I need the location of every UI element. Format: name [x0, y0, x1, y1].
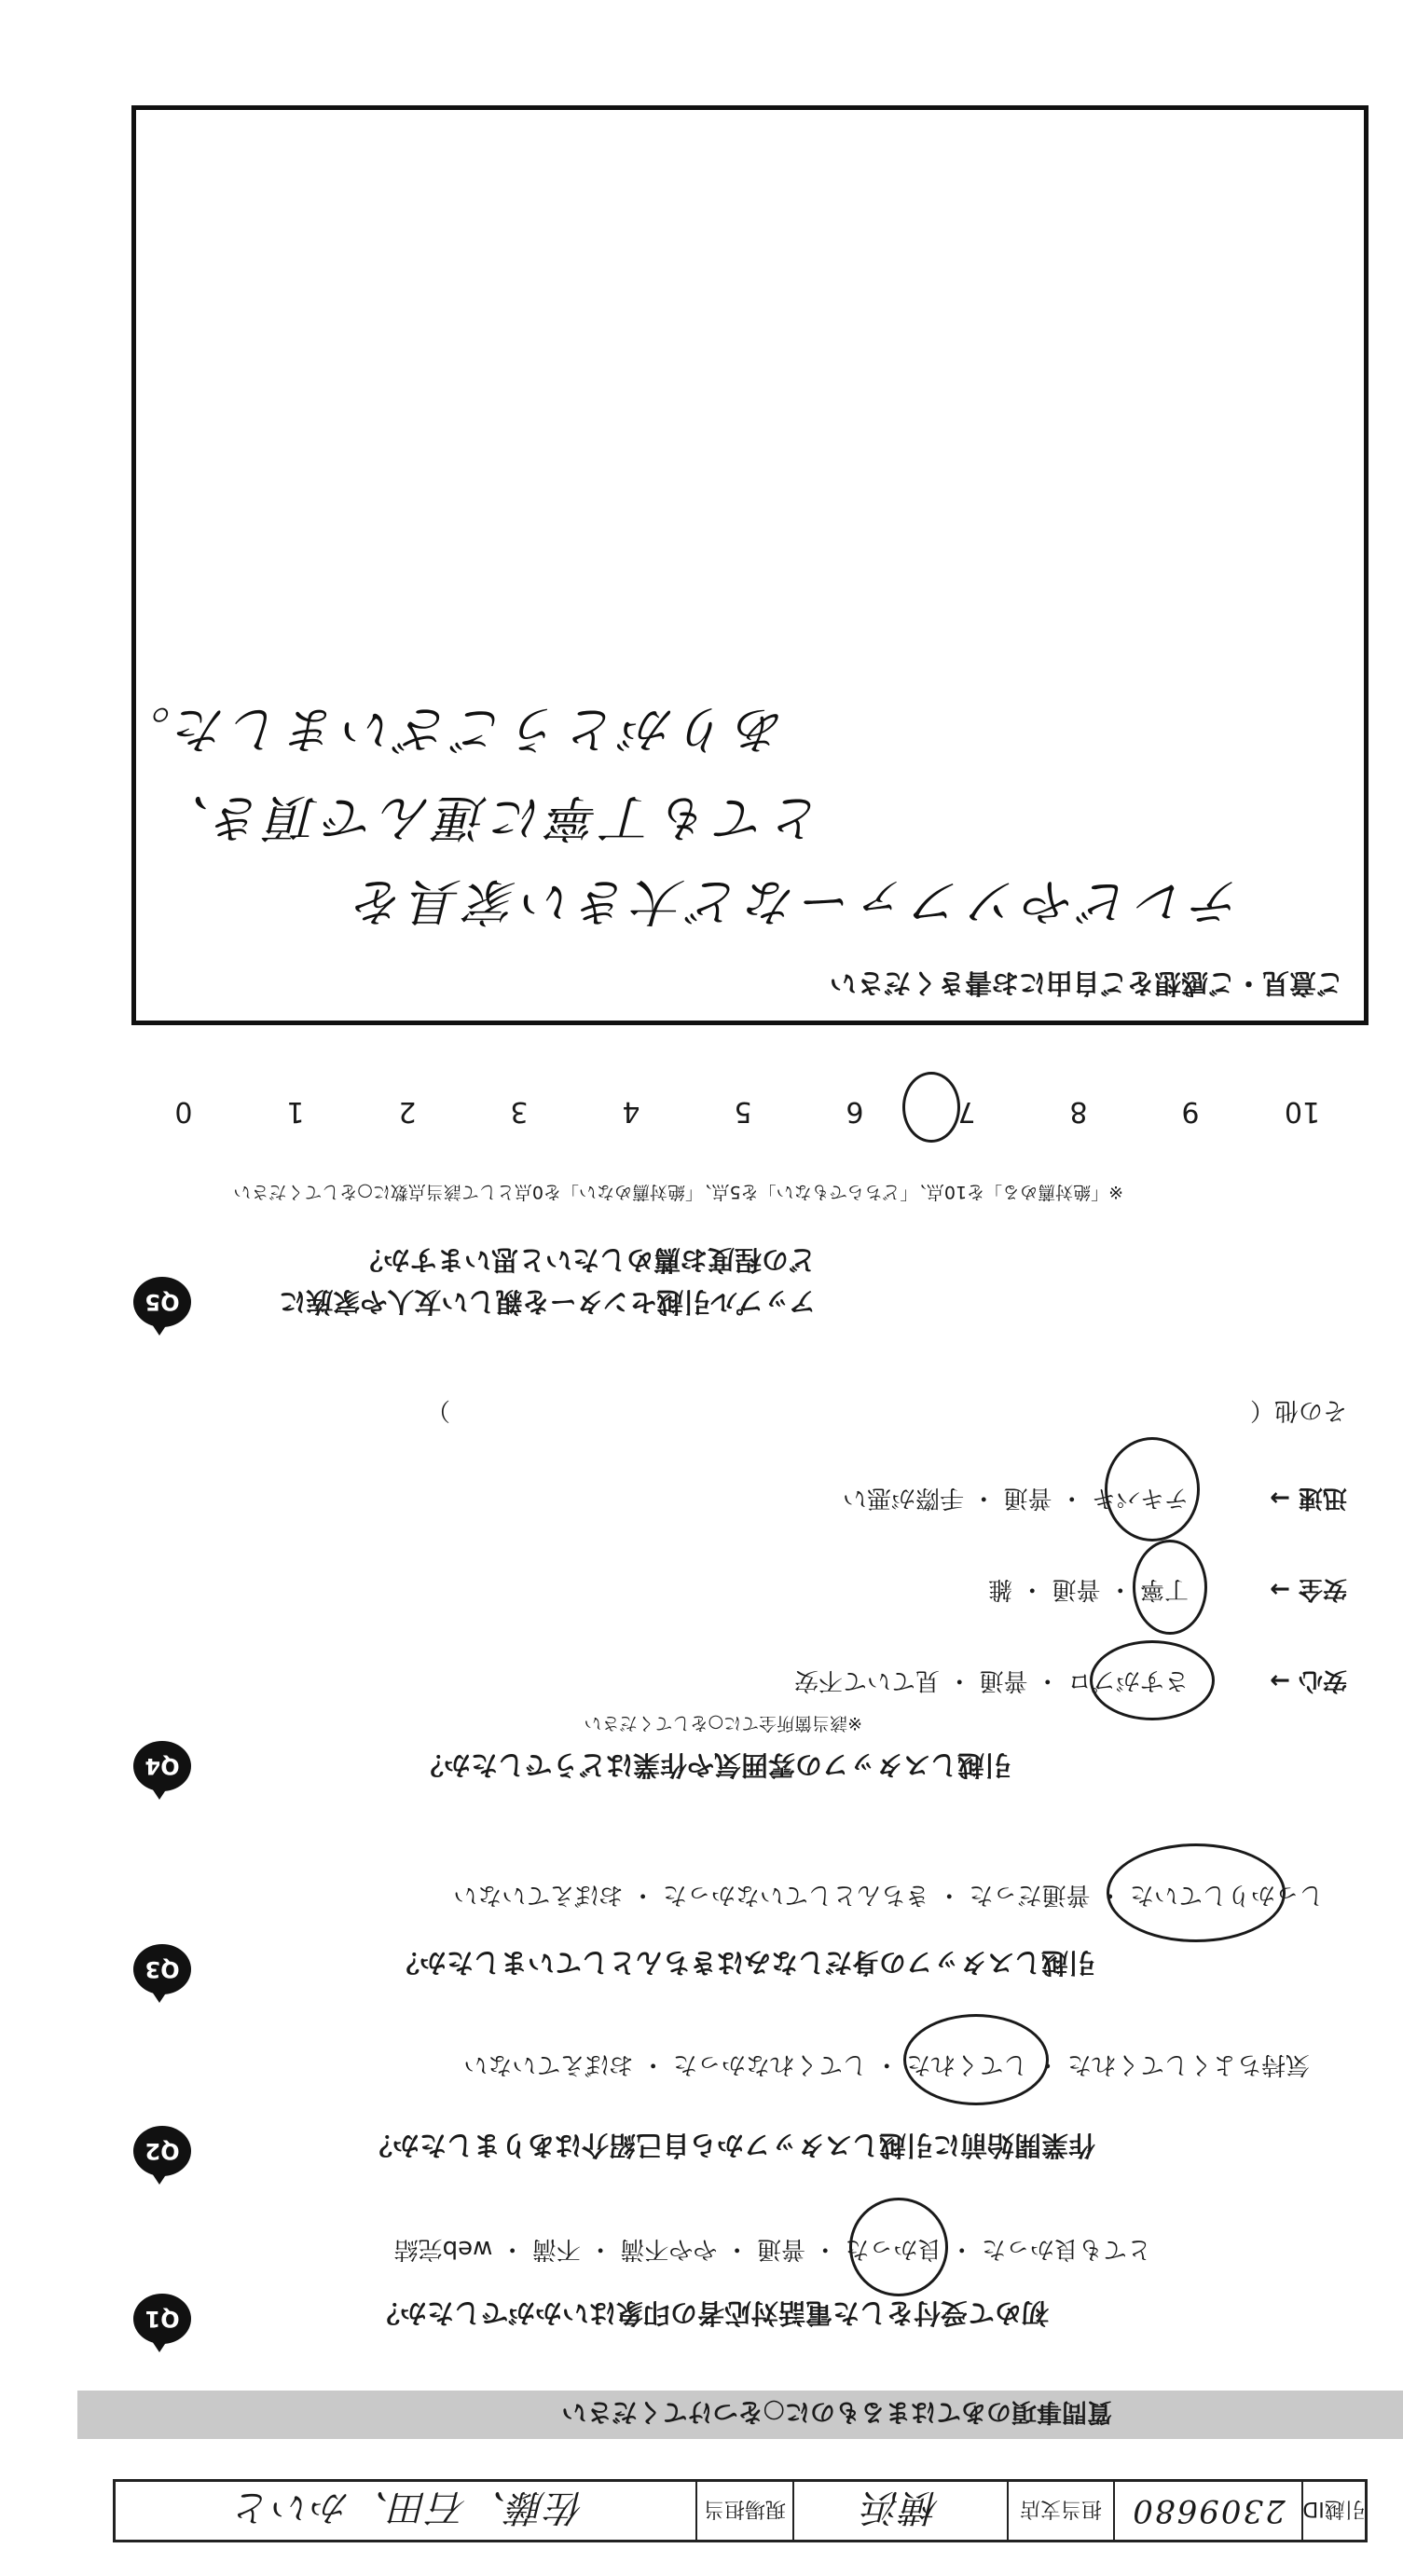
q4-row-speed-label: 迅速 →	[1270, 1484, 1347, 1512]
q4-row-speed-options: テキパキ ・ 普通 ・ 手際が悪い	[842, 1484, 1189, 1512]
score-3: 3	[510, 1095, 529, 1128]
q4-speed-answer-circle	[1105, 1437, 1200, 1541]
header-table	[113, 2479, 1368, 2542]
score-2: 2	[398, 1095, 417, 1128]
q1-question: 初めて受付をした電話対応者の印象はいかがでしたか？	[372, 2297, 1049, 2329]
branch-label: 担当支店	[1007, 2482, 1113, 2540]
score-6: 6	[846, 1095, 864, 1128]
q1-options: とても良かった ・ 良かった ・ 普通 ・ やや不満 ・ 不満 ・ web完結	[393, 2235, 1151, 2263]
comment-handwriting-line-2: とても丁寧に運んで頂き、	[154, 788, 823, 847]
leader-value: 佐藤、石田、かいと	[232, 2486, 585, 2529]
score-8: 8	[1069, 1095, 1088, 1128]
q5-note: ※「絶対薦める」を10点、「どちらでもない」を5点、「絶対薦めない」を0点として該当点数に○をしてください	[233, 1182, 1123, 1202]
q5-question-line1: アップル引越センターを親しい友人や家族に	[279, 1286, 816, 1318]
score-4: 4	[622, 1095, 640, 1128]
score-0: 0	[174, 1095, 193, 1128]
q1-badge-icon: Q1	[133, 2294, 191, 2344]
instructions-bar	[77, 2391, 1403, 2439]
score-7: 7	[957, 1095, 976, 1128]
q5-badge-icon: Q5	[133, 1277, 191, 1327]
q4-other: その他（ ）	[425, 1396, 1347, 1424]
comment-box	[115, 105, 1369, 1025]
leader-label: 現場担当	[695, 2482, 792, 2540]
score-10: 10	[1284, 1095, 1321, 1128]
q5-question-line2: どの程度お薦めしたいと思いますか？	[355, 1244, 816, 1276]
score-5: 5	[734, 1095, 752, 1128]
q4-row-safety-label: 安心 →	[1270, 1666, 1347, 1694]
q4-question: 引越しスタッフの雰囲気や作業はどうでしたか？	[416, 1749, 1011, 1781]
comment-handwriting-line-1: テレビやソファーなど大きい家具を	[350, 872, 1243, 931]
q3-badge-icon: Q3	[133, 1944, 191, 1994]
comment-handwriting-line-3: ありがとうございました。	[115, 700, 786, 759]
q2-answer-circle	[903, 2014, 1049, 2105]
q2-badge-icon: Q2	[133, 2126, 191, 2176]
move-id-label: 引越ID	[1301, 2482, 1365, 2540]
q3-answer-circle	[1107, 1843, 1286, 1942]
move-id-value: 2309680	[1113, 2482, 1301, 2540]
q5-score-scale	[165, 1095, 1321, 1128]
q3-question: 引越しスタッフの身だしなみはきちんとしていましたか？	[392, 1947, 1095, 1979]
score-9: 9	[1181, 1095, 1200, 1128]
q4-safety-answer-circle	[1090, 1640, 1215, 1720]
branch-value: 横浜	[792, 2482, 1007, 2540]
q2-question: 作業開始前に引越しスタッフから自己紹介はありましたか？	[365, 2130, 1095, 2161]
q2-options: 気持ちよくしてくれた ・ してくれた ・ してくれなかった ・ おぼえていない	[463, 2050, 1310, 2078]
q5-answer-circle	[902, 1072, 960, 1143]
q3-options: しっかりしていた ・ 普通だった ・ きちんとしていなかった ・ おぼえていない	[453, 1881, 1324, 1909]
comment-title: ご意見・ご感想をご自由にお書きください	[829, 967, 1343, 999]
instructions-text: 質問事項のあてはまるものに○をつけてください	[561, 2397, 1112, 2427]
q4-row-security-label: 安全 →	[1270, 1575, 1347, 1603]
q4-row-safety-options: さすがプロ ・ 普通 ・ 見ていて不安	[793, 1666, 1189, 1694]
score-1: 1	[286, 1095, 305, 1128]
q4-badge-icon: Q4	[133, 1741, 191, 1791]
q1-answer-circle	[849, 2198, 948, 2296]
q4-row-security-options: 丁寧 ・ 普通 ・ 雑	[987, 1575, 1189, 1603]
q4-security-answer-circle	[1133, 1540, 1207, 1635]
q4-note: ※該当箇所全てに○をしてください	[584, 1713, 862, 1733]
